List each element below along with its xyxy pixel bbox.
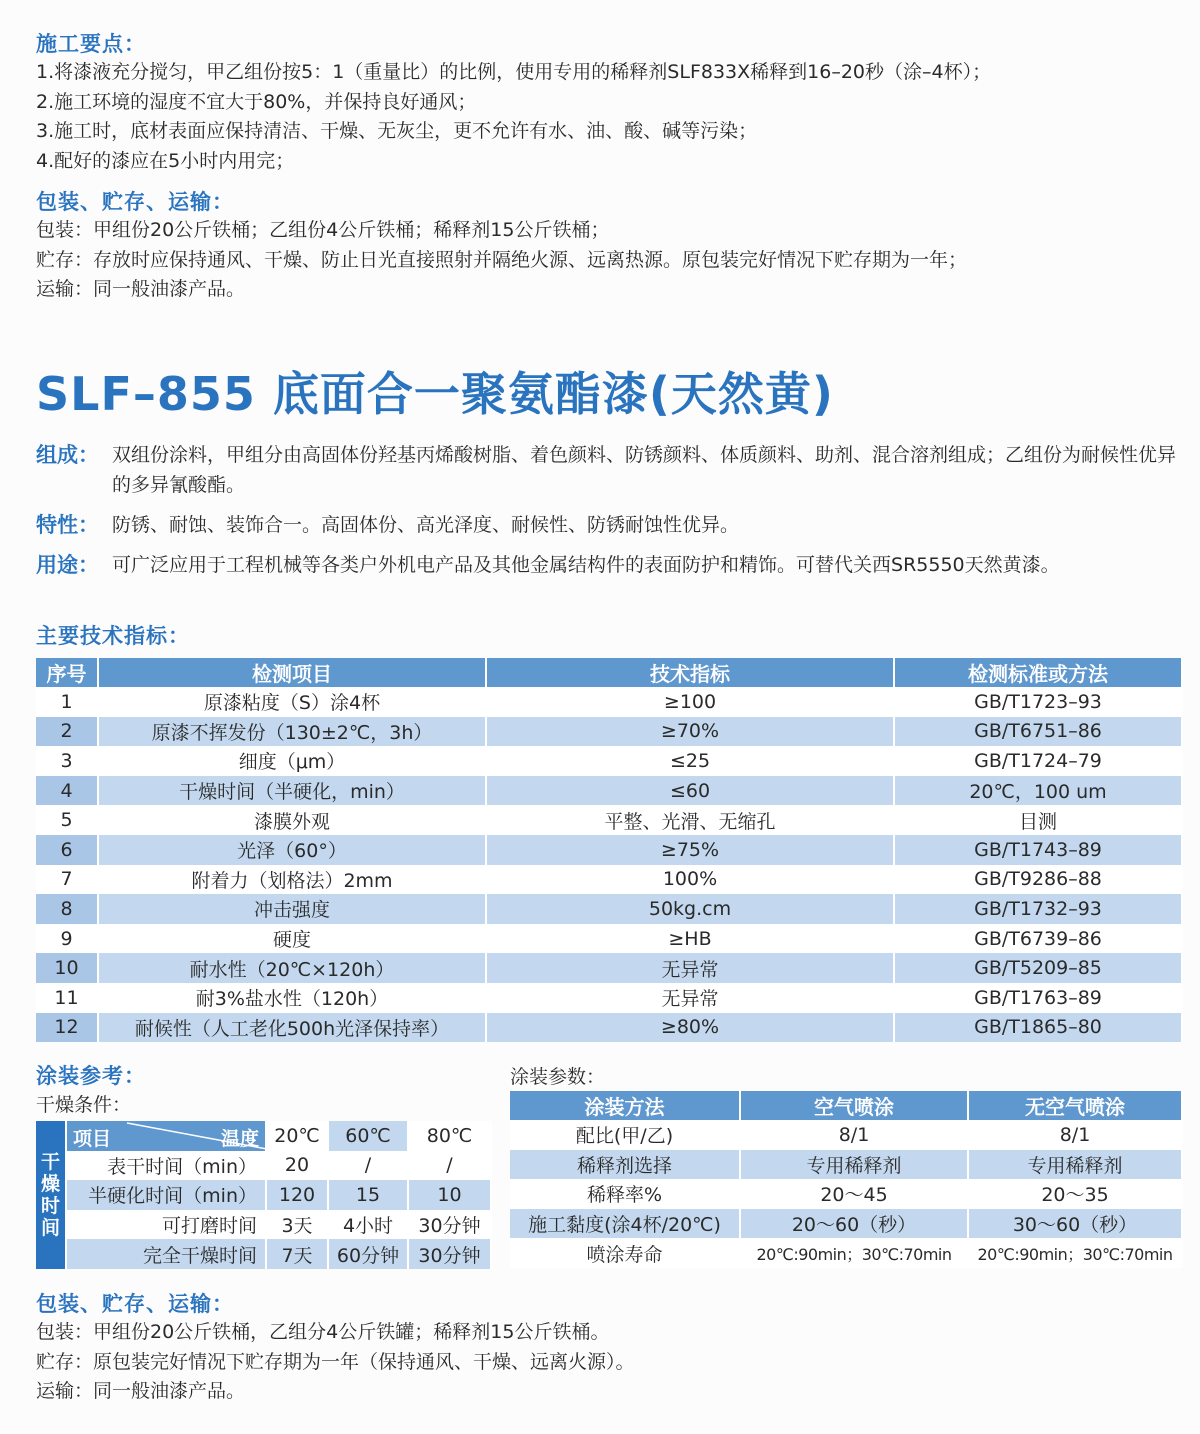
storage-line: 包装：甲组份20公斤铁桶，乙组分4公斤铁罐；稀释剂15公斤铁桶。 — [36, 1321, 610, 1343]
drying-cell: 4小时 — [328, 1210, 408, 1240]
drying-row — [36, 1239, 491, 1269]
params-cell: 稀释率% — [510, 1179, 740, 1209]
params-row — [510, 1120, 1182, 1150]
params-cell: 20℃:90min；30℃:70min — [968, 1238, 1182, 1268]
storage-heading: 包装、贮存、运输： — [36, 1292, 234, 1316]
spec-cell: 目测 — [894, 805, 1182, 835]
params-cell: 喷涂寿命 — [510, 1238, 740, 1268]
usage-block — [36, 550, 1178, 580]
drying-row — [36, 1210, 491, 1240]
usage-label: 用途： — [36, 553, 99, 577]
spec-cell: GB/T1724–79 — [894, 746, 1182, 776]
params-label: 涂装参数： — [510, 1066, 606, 1088]
params-cell: 8/1 — [740, 1120, 968, 1150]
params-cell: 20℃:90min；30℃:70min — [740, 1238, 968, 1268]
features-label: 特性： — [36, 513, 99, 537]
storage-line: 包装：甲组份20公斤铁桶；乙组份4公斤铁桶；稀释剂15公斤铁桶； — [36, 219, 610, 241]
drying-row — [36, 1180, 491, 1210]
spec-cell: 光泽（60°） — [98, 835, 486, 865]
spec-row — [36, 924, 1182, 954]
drying-cell: 30分钟 — [408, 1210, 491, 1240]
spec-cell: 4 — [36, 776, 98, 806]
spec-cell: 平整、光滑、无缩孔 — [486, 805, 894, 835]
drying-cell: 10 — [408, 1180, 491, 1210]
drying-cell: 30分钟 — [408, 1239, 491, 1269]
params-row — [510, 1150, 1182, 1180]
construction-line: 1.将漆液充分搅匀，甲乙组份按5：1（重量比）的比例，使用专用的稀释剂SLF833X稀释到16–20秒（涂–4杯）； — [36, 61, 992, 83]
temp-cell: 80℃ — [408, 1121, 491, 1151]
drying-cell: / — [328, 1151, 408, 1181]
spec-cell: ≥70% — [486, 717, 894, 747]
spec-cell: ≥80% — [486, 1013, 894, 1043]
features-text: 防锈、耐蚀、装饰合一。高固体份、高光泽度、耐候性、防锈耐蚀性优异。 — [112, 514, 740, 536]
construction-line: 2.施工环境的湿度不宜大于80%，并保持良好通风； — [36, 90, 477, 113]
params-cell: 20～35 — [968, 1179, 1182, 1209]
drying-cell: 60分钟 — [328, 1239, 408, 1269]
drying-cell: 可打磨时间 — [66, 1210, 266, 1240]
params-cell: 30～60（秒） — [968, 1209, 1182, 1239]
params-cell: 施工黏度(涂4杯/20℃) — [510, 1209, 740, 1239]
spec-cell: GB/T9286–88 — [894, 865, 1182, 895]
drying-time-side-text: 干 燥 时 间 — [40, 1150, 60, 1239]
spec-header-cell: 检测项目 — [98, 658, 486, 687]
spec-cell: 无异常 — [486, 983, 894, 1013]
params-header-cell: 空气喷涂 — [740, 1091, 968, 1120]
spec-cell: 11 — [36, 983, 98, 1013]
params-row — [510, 1179, 1182, 1209]
spec-cell: 6 — [36, 835, 98, 865]
construction-heading: 施工要点： — [36, 32, 146, 56]
spec-cell: 100% — [486, 865, 894, 895]
spec-cell: 5 — [36, 805, 98, 835]
params-row — [510, 1238, 1182, 1268]
drying-cell: 半硬化时间（min） — [66, 1180, 266, 1210]
spec-cell: 附着力（划格法）2mm — [98, 865, 486, 895]
spec-cell: ≤60 — [486, 776, 894, 806]
spec-cell: GB/T1732–93 — [894, 894, 1182, 924]
temp-cell: 60℃ — [328, 1121, 408, 1151]
storage-section-2 — [36, 1288, 1176, 1407]
drying-row — [36, 1151, 491, 1181]
spec-heading: 主要技术指标： — [36, 624, 190, 648]
spec-cell: 干燥时间（半硬化，min） — [98, 776, 486, 806]
spec-row — [36, 805, 1182, 835]
params-cell: 20～45 — [740, 1179, 968, 1209]
drying-cell: 7天 — [266, 1239, 328, 1269]
params-cell: 20～60（秒） — [740, 1209, 968, 1239]
spec-cell: ≥HB — [486, 924, 894, 954]
storage-line: 运输：同一般油漆产品。 — [36, 278, 246, 300]
spec-row — [36, 687, 1182, 717]
temp-cell: 20℃ — [266, 1121, 328, 1151]
storage-heading: 包装、贮存、运输： — [36, 190, 234, 214]
params-cell: 专用稀释剂 — [740, 1150, 968, 1180]
spec-row — [36, 894, 1182, 924]
spec-cell: 8 — [36, 894, 98, 924]
composition-text: 双组份涂料，甲组分由高固体份羟基丙烯酸树脂、着色颜料、防锈颜料、体质颜料、助剂、混合溶剂组成；乙组份为耐候性优异的多异氰酸酯。 — [112, 444, 1177, 496]
spec-cell: ≥100 — [486, 687, 894, 717]
params-cell: 稀释剂选择 — [510, 1150, 740, 1180]
spec-cell: 原漆不挥发份（130±2℃，3h） — [98, 717, 486, 747]
params-header-row — [510, 1091, 1182, 1120]
spec-cell: 漆膜外观 — [98, 805, 486, 835]
spec-cell: GB/T6751–86 — [894, 717, 1182, 747]
drying-table — [36, 1121, 492, 1269]
spec-cell: 冲击强度 — [98, 894, 486, 924]
spec-cell: 9 — [36, 924, 98, 954]
drying-cell: 表干时间（min） — [66, 1151, 266, 1181]
construction-line: 4.配好的漆应在5小时内用完； — [36, 149, 295, 172]
spec-row — [36, 835, 1182, 865]
spec-cell: 原漆粘度（S）涂4杯 — [98, 687, 486, 717]
construction-line: 3.施工时，底材表面应保持清洁、干燥、无灰尘，更不允许有水、油、酸、碱等污染； — [36, 120, 758, 142]
coating-ref-heading: 涂装参考： — [36, 1064, 146, 1088]
spec-cell: 20℃，100 um — [894, 776, 1182, 806]
spec-cell: ≤25 — [486, 746, 894, 776]
storage-section-1 — [36, 186, 1176, 305]
drying-cell: 15 — [328, 1180, 408, 1210]
spec-cell: 1 — [36, 687, 98, 717]
storage-line: 贮存：原包装完好情况下贮存期为一年（保持通风、干燥、远离火源）。 — [36, 1350, 635, 1373]
drying-header-row — [36, 1121, 491, 1151]
spec-cell: 3 — [36, 746, 98, 776]
spec-row — [36, 746, 1182, 776]
spec-cell: 10 — [36, 953, 98, 983]
spec-row — [36, 865, 1182, 895]
params-row — [510, 1209, 1182, 1239]
params-cell: 配比(甲/乙) — [510, 1120, 740, 1150]
params-table — [510, 1091, 1183, 1268]
params-cell: 专用稀释剂 — [968, 1150, 1182, 1180]
drying-cell: / — [408, 1151, 491, 1181]
spec-cell: 耐3%盐水性（120h） — [98, 983, 486, 1013]
drying-cell: 20 — [266, 1151, 328, 1181]
spec-cell: 耐水性（20℃×120h） — [98, 953, 486, 983]
params-header-cell: 涂装方法 — [510, 1091, 740, 1120]
spec-header-row — [36, 658, 1182, 687]
product-title: SLF–855 底面合一聚氨酯漆(天然黄) — [36, 367, 834, 421]
drying-cell: 完全干燥时间 — [66, 1239, 266, 1269]
spec-header-cell: 检测标准或方法 — [894, 658, 1182, 687]
spec-cell: 50kg.cm — [486, 894, 894, 924]
composition-label: 组成： — [36, 443, 99, 467]
spec-cell: 硬度 — [98, 924, 486, 954]
spec-table — [36, 658, 1183, 1042]
spec-cell: GB/T6739–86 — [894, 924, 1182, 954]
drying-conditions-label: 干燥条件： — [36, 1094, 132, 1116]
spec-cell: 无异常 — [486, 953, 894, 983]
spec-cell: GB/T5209–85 — [894, 953, 1182, 983]
drying-cell: 3天 — [266, 1210, 328, 1240]
drying-time-side-label — [36, 1121, 66, 1269]
spec-cell: 7 — [36, 865, 98, 895]
spec-row — [36, 717, 1182, 747]
storage-line: 运输：同一般油漆产品。 — [36, 1380, 246, 1402]
params-cell: 8/1 — [968, 1120, 1182, 1150]
spec-row — [36, 1013, 1182, 1043]
item-temp-header — [66, 1121, 266, 1151]
spec-cell: ≥75% — [486, 835, 894, 865]
spec-cell: GB/T1865–80 — [894, 1013, 1182, 1043]
spec-header-cell: 序号 — [36, 658, 98, 687]
construction-section — [36, 28, 1176, 176]
params-header-cell: 无空气喷涂 — [968, 1091, 1182, 1120]
storage-line: 贮存：存放时应保持通风、干燥、防止日光直接照射并隔绝火源、远离热源。原包装完好情况下贮存期为一年； — [36, 248, 968, 271]
spec-cell: 2 — [36, 717, 98, 747]
item-label: 项目 — [73, 1128, 112, 1150]
spec-cell: 12 — [36, 1013, 98, 1043]
spec-cell: GB/T1763–89 — [894, 983, 1182, 1013]
spec-cell: 细度（μm） — [98, 746, 486, 776]
spec-row — [36, 776, 1182, 806]
features-block — [36, 510, 1178, 540]
spec-row — [36, 953, 1182, 983]
drying-cell: 120 — [266, 1180, 328, 1210]
usage-text: 可广泛应用于工程机械等各类户外机电产品及其他金属结构件的表面防护和精饰。可替代关西SR5550天然黄漆。 — [112, 554, 1060, 576]
composition-block — [36, 440, 1178, 500]
spec-header-cell: 技术指标 — [486, 658, 894, 687]
spec-cell: 耐候性（人工老化500h光泽保持率） — [98, 1013, 486, 1043]
temp-label: 温度 — [220, 1128, 259, 1150]
spec-cell: GB/T1723–93 — [894, 687, 1182, 717]
spec-cell: GB/T1743–89 — [894, 835, 1182, 865]
spec-row — [36, 983, 1182, 1013]
